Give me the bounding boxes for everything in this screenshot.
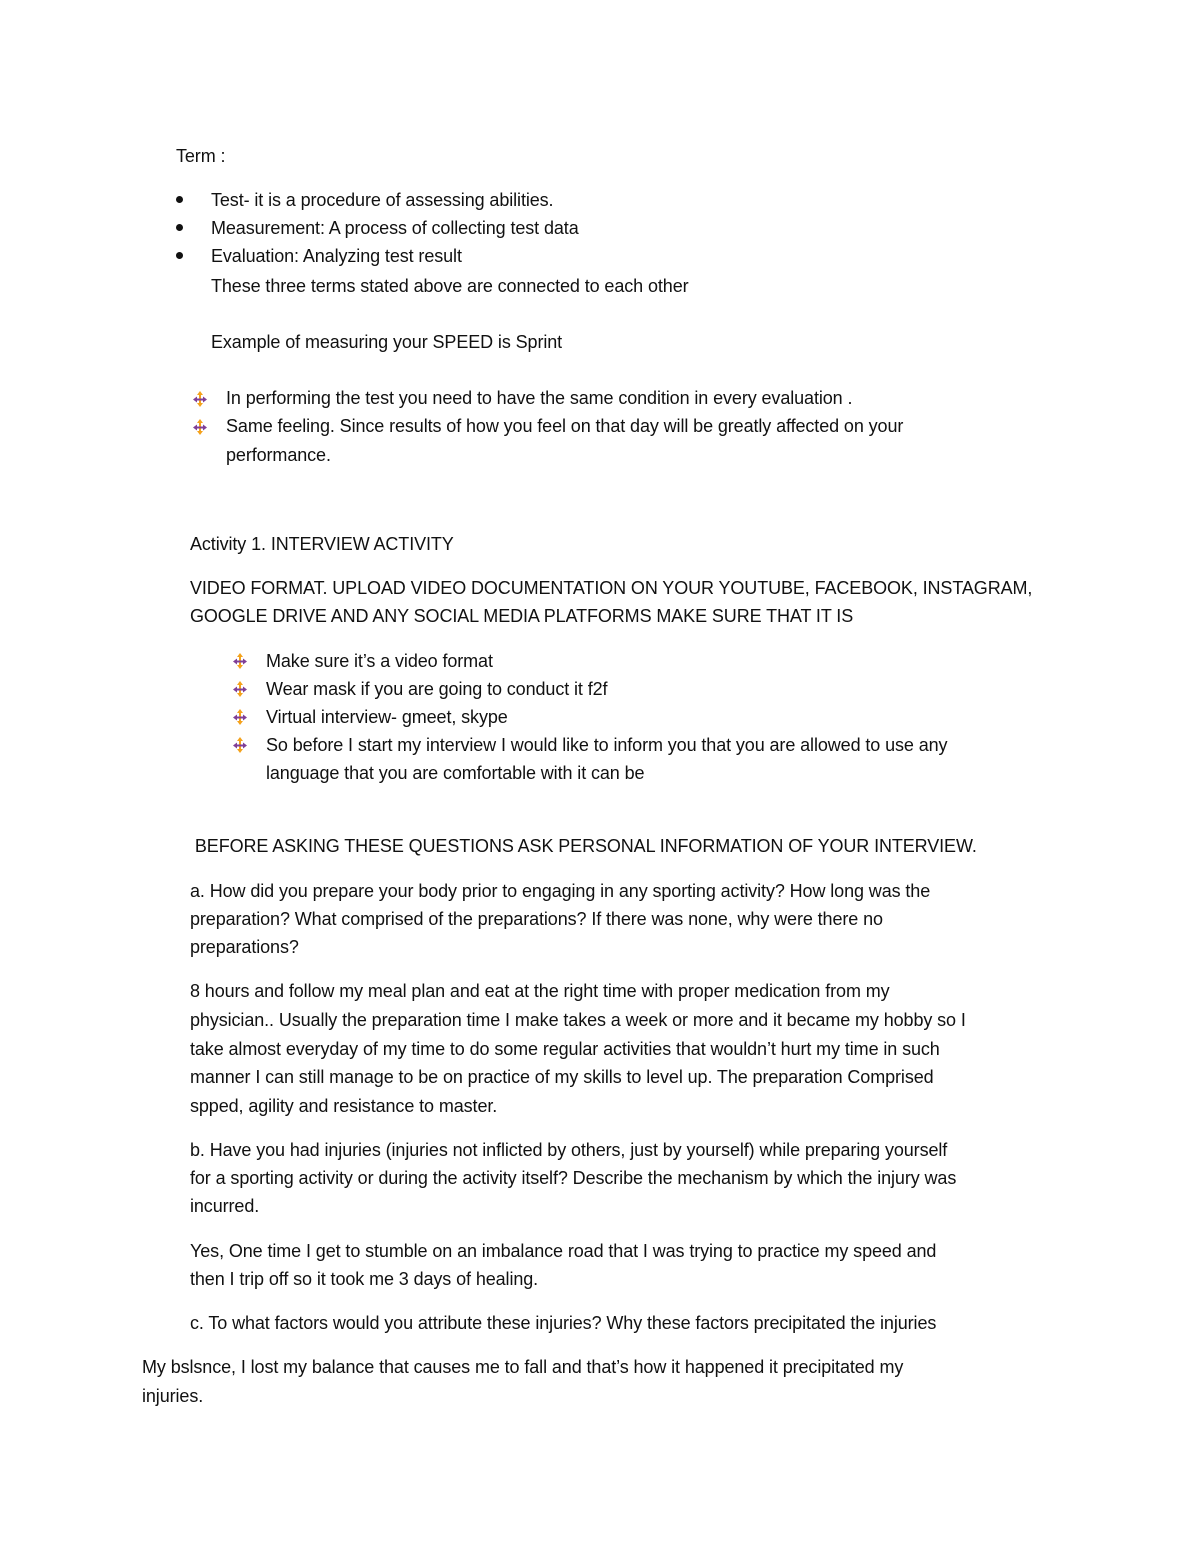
- activity-instructions: GOOGLE DRIVE AND ANY SOCIAL MEDIA PLATFORMS MAKE SURE THAT IT IS: [190, 606, 854, 626]
- question-a: preparation? What comprised of the preparations? If there was none, why were there no: [190, 909, 883, 929]
- bullet-icon: [176, 196, 183, 203]
- activity-instructions: VIDEO FORMAT. UPLOAD VIDEO DOCUMENTATION ON YOUR YOUTUBE, FACEBOOK, INSTAGRAM,: [190, 578, 1033, 598]
- condition-item: In performing the test you need to have the same condition in every evaluation .: [226, 388, 853, 408]
- speed-example: Example of measuring your SPEED is Sprint: [211, 332, 563, 352]
- question-c: c. To what factors would you attribute these injuries? Why these factors precipitated the injuries: [190, 1313, 937, 1333]
- question-a: preparations?: [190, 937, 299, 957]
- answer-a: physician.. Usually the preparation time I make takes a week or more and it became my hobby so I: [190, 1010, 966, 1030]
- question-b: for a sporting activity or during the activity itself? Describe the mechanism by which the injury was: [190, 1168, 957, 1188]
- checklist-item: Make sure it’s a video format: [266, 651, 493, 671]
- term-heading: Term :: [176, 146, 226, 166]
- interview-notice: BEFORE ASKING THESE QUESTIONS ASK PERSONAL INFORMATION OF YOUR INTERVIEW.: [190, 836, 977, 856]
- answer-a: spped, agility and resistance to master.: [190, 1096, 498, 1116]
- four-way-arrow-icon: [233, 681, 247, 697]
- question-a: a. How did you prepare your body prior to engaging in any sporting activity? How long was the: [190, 881, 931, 901]
- four-way-arrow-icon: [233, 653, 247, 669]
- question-b: incurred.: [190, 1196, 260, 1216]
- bullet-icon: [176, 252, 183, 259]
- answer-a: take almost everyday of my time to do some regular activities that wouldn’t hurt my time in such: [190, 1039, 940, 1059]
- answer-a: 8 hours and follow my meal plan and eat at the right time with proper medication from my: [190, 981, 890, 1001]
- bullet-icon: [176, 224, 183, 231]
- answer-b: Yes, One time I get to stumble on an imbalance road that I was trying to practice my speed and: [190, 1241, 937, 1261]
- answer-c: My bslsnce, I lost my balance that causes me to fall and that’s how it happened it precipitated my: [142, 1357, 904, 1377]
- activity-title: Activity 1. INTERVIEW ACTIVITY: [190, 534, 454, 554]
- four-way-arrow-icon: [193, 419, 207, 435]
- four-way-arrow-icon: [233, 709, 247, 725]
- question-b: b. Have you had injuries (injuries not inflicted by others, just by yourself) while preparing yourself: [190, 1140, 948, 1160]
- checklist-item-continued: language that you are comfortable with it can be: [266, 763, 645, 783]
- answer-c: injuries.: [142, 1386, 204, 1406]
- checklist-item: Wear mask if you are going to conduct it f2f: [266, 679, 608, 699]
- four-way-arrow-icon: [193, 391, 207, 407]
- condition-item-continued: performance.: [226, 445, 331, 465]
- answer-a: manner I can still manage to be on practice of my skills to level up. The preparation Comprised: [190, 1067, 934, 1087]
- checklist-item: So before I start my interview I would like to inform you that you are allowed to use any: [266, 735, 948, 755]
- answer-b: then I trip off so it took me 3 days of healing.: [190, 1269, 539, 1289]
- definition-measurement: Measurement: A process of collecting test data: [211, 218, 579, 238]
- definition-evaluation: Evaluation: Analyzing test result: [211, 246, 462, 266]
- checklist-item: Virtual interview- gmeet, skype: [266, 707, 508, 727]
- connected-note: These three terms stated above are connected to each other: [211, 276, 689, 296]
- four-way-arrow-icon: [233, 737, 247, 753]
- definition-test: Test- it is a procedure of assessing abilities.: [211, 190, 554, 210]
- condition-item: Same feeling. Since results of how you feel on that day will be greatly affected on your: [226, 416, 904, 436]
